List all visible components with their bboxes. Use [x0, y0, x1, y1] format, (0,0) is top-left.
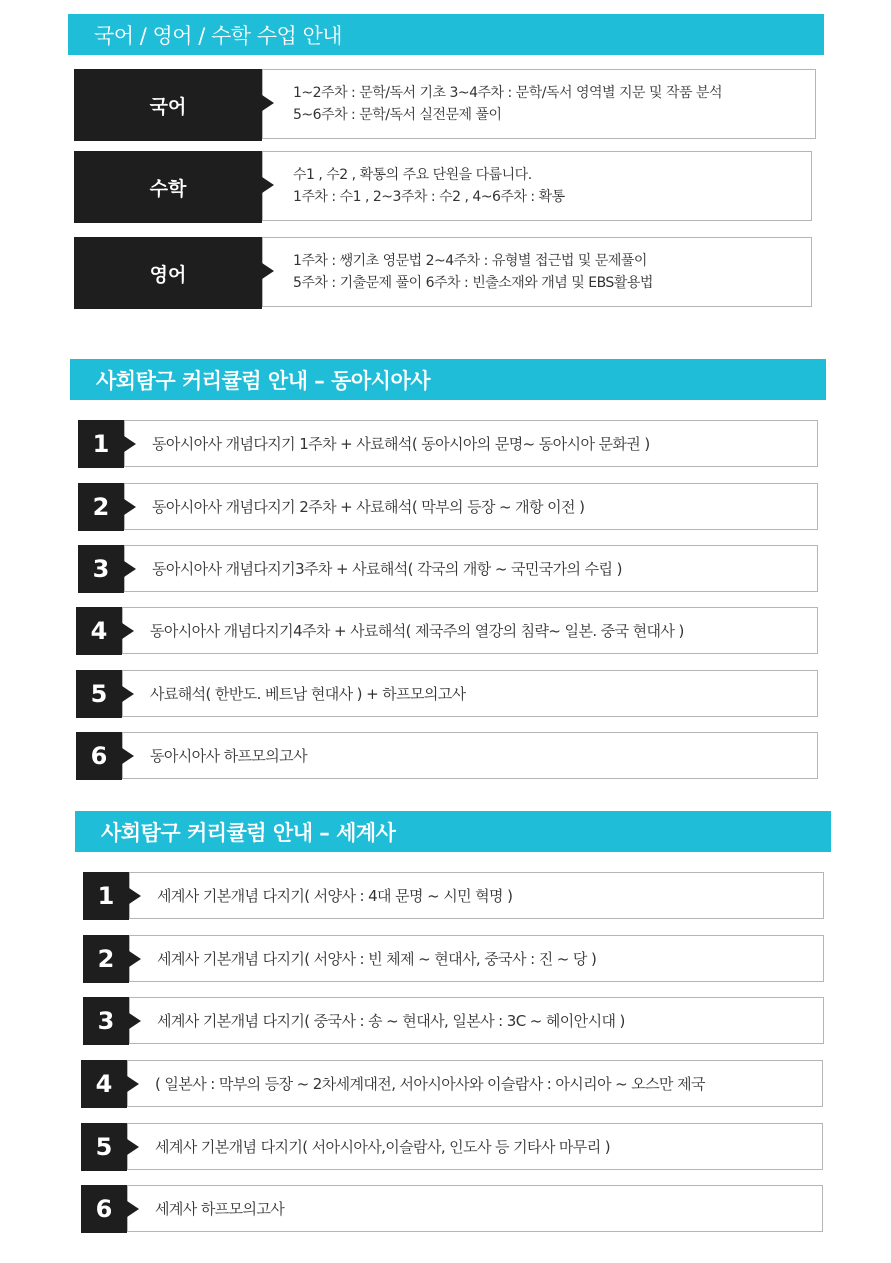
description-line: 5~6주차 : 문학/독서 실전문제 풀이 [293, 107, 502, 123]
item-number: 3 [83, 997, 129, 1045]
curriculum-item [76, 732, 818, 780]
item-text: 세계사 기본개념 다지기( 서양사 : 4대 문명 ~ 시민 혁명 ) [129, 872, 824, 919]
item-number: 4 [81, 1060, 127, 1108]
arrow-right-icon [124, 436, 136, 452]
item-text: 사료해석( 한반도. 베트남 현대사 ) + 하프모의고사 [122, 670, 818, 717]
item-number: 3 [78, 545, 124, 593]
curriculum-item [76, 670, 818, 718]
item-number: 1 [83, 872, 129, 920]
curriculum-item [76, 607, 818, 655]
subject-row-math [74, 151, 812, 223]
subject-description [262, 69, 816, 139]
arrow-right-icon [127, 1201, 139, 1217]
description-line: 1주차 : 수1 , 2~3주차 : 수2 , 4~6주차 : 확통 [293, 189, 565, 205]
item-text: 세계사 기본개념 다지기( 서양사 : 빈 체제 ~ 현대사, 중국사 : 진 ~ 당 ) [129, 935, 824, 982]
item-number: 2 [83, 935, 129, 983]
item-number: 4 [76, 607, 122, 655]
section-header-east-asian-history [70, 359, 826, 400]
description-line: 1주차 : 쌩기초 영문법 2~4주차 : 유형별 접근법 및 문제풀이 [293, 253, 647, 269]
item-number: 5 [76, 670, 122, 718]
subject-description [262, 151, 812, 221]
item-text: 동아시아사 개념다지기3주차 + 사료해석( 각국의 개항 ~ 국민국가의 수립 ) [124, 545, 818, 592]
arrow-right-icon [262, 95, 274, 111]
arrow-right-icon [129, 1013, 141, 1029]
subject-row-korean [74, 69, 816, 141]
section-title: 사회탐구 커리큘럼 안내 – 동아시아사 [96, 368, 431, 393]
curriculum-item [81, 1060, 823, 1108]
curriculum-item [81, 1185, 823, 1233]
curriculum-item [78, 545, 818, 593]
description-line: 1~2주차 : 문학/독서 기초 3~4주차 : 문학/독서 영역별 지문 및 작품 분석 [293, 85, 722, 101]
arrow-right-icon [122, 686, 134, 702]
section-header-core-subjects [68, 14, 824, 55]
item-text: 동아시아사 개념다지기 2주차 + 사료해석( 막부의 등장 ~ 개항 이전 ) [124, 483, 818, 530]
arrow-right-icon [122, 623, 134, 639]
curriculum-item [78, 483, 818, 531]
section-header-world-history [75, 811, 831, 852]
item-number: 5 [81, 1123, 127, 1171]
section-title: 국어 / 영어 / 수학 수업 안내 [94, 23, 343, 48]
item-number: 2 [78, 483, 124, 531]
curriculum-item [83, 935, 824, 983]
item-text: 동아시아사 개념다지기4주차 + 사료해석( 제국주의 열강의 침략~ 일본. 중국 현대사 ) [122, 607, 818, 654]
subject-row-english [74, 237, 812, 309]
curriculum-item [81, 1123, 823, 1171]
arrow-right-icon [127, 1139, 139, 1155]
item-text: 세계사 기본개념 다지기( 서아시아사,이슬람사, 인도사 등 기타사 마무리 ) [127, 1123, 823, 1170]
curriculum-item [78, 420, 818, 468]
arrow-right-icon [124, 499, 136, 515]
item-text: 동아시아사 개념다지기 1주차 + 사료해석( 동아시아의 문명~ 동아시아 문화권 ) [124, 420, 818, 467]
subject-label: 영어 [74, 237, 262, 309]
arrow-right-icon [129, 888, 141, 904]
item-text: 세계사 기본개념 다지기( 중국사 : 송 ~ 현대사, 일본사 : 3C ~ 헤이안시대 ) [129, 997, 824, 1044]
item-number: 6 [81, 1185, 127, 1233]
arrow-right-icon [127, 1076, 139, 1092]
description-line: 수1 , 수2 , 확통의 주요 단원을 다룹니다. [293, 167, 532, 183]
description-line: 5주차 : 기출문제 풀이 6주차 : 빈출소재와 개념 및 EBS활용법 [293, 275, 653, 291]
arrow-right-icon [262, 263, 274, 279]
curriculum-item [83, 872, 824, 920]
item-number: 1 [78, 420, 124, 468]
arrow-right-icon [122, 748, 134, 764]
subject-label: 수학 [74, 151, 262, 223]
subject-label: 국어 [74, 69, 262, 141]
item-number: 6 [76, 732, 122, 780]
item-text: ( 일본사 : 막부의 등장 ~ 2차세계대전, 서아시아사와 이슬람사 : 아시리아 ~ 오스만 제국 [127, 1060, 823, 1107]
arrow-right-icon [124, 561, 136, 577]
arrow-right-icon [129, 951, 141, 967]
curriculum-item [83, 997, 824, 1045]
arrow-right-icon [262, 177, 274, 193]
item-text: 세계사 하프모의고사 [127, 1185, 823, 1232]
item-text: 동아시아사 하프모의고사 [122, 732, 818, 779]
section-title: 사회탐구 커리큘럼 안내 – 세계사 [101, 820, 396, 845]
subject-description [262, 237, 812, 307]
